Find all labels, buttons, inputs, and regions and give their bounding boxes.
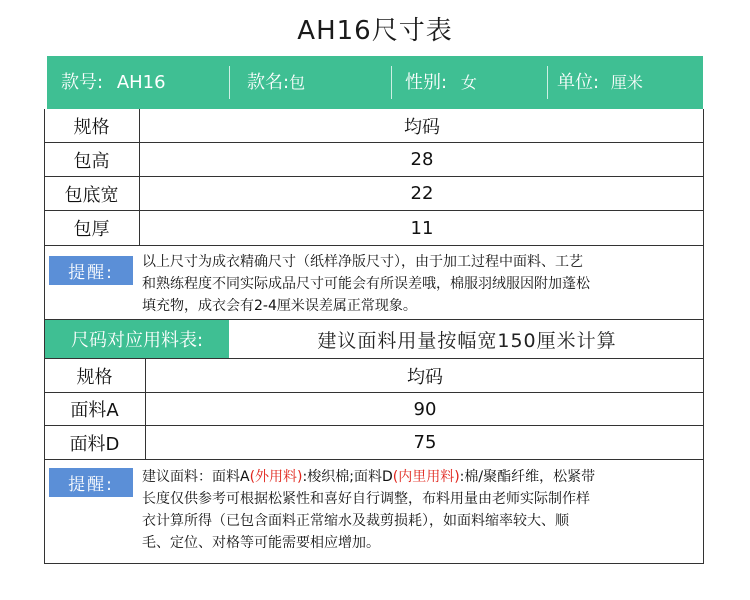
unit-field [557, 56, 643, 109]
tip-line: 毛、定位、对格等可能需要相应增加。 [142, 535, 380, 551]
size-row-label: 包高 [73, 150, 110, 172]
tip-line: 和熟练程度不同实际成品尺寸可能会有所误差哦，棉服羽绒服因附加蓬松 [142, 276, 590, 292]
frame-bottom [44, 563, 704, 564]
name-value: 包 [289, 73, 306, 92]
model-value: AH16 [116, 72, 166, 93]
size-row-label: 包底宽 [64, 184, 119, 206]
tip-segment: 建议面料：面料A [142, 469, 250, 485]
fabric-note: 建议面料用量按幅宽150厘米计算 [317, 329, 617, 352]
tip-segment: :梭织棉;面料D [302, 469, 393, 485]
tip-segment: :棉/聚酯纤维，松紧带 [459, 469, 596, 485]
size-row-value: 28 [410, 149, 434, 170]
fabric-section-label: 尺码对应用料表: [45, 320, 229, 358]
size-value-header: 均码 [404, 116, 440, 138]
row-divider [44, 459, 704, 460]
gender-value: 女 [460, 73, 477, 92]
tip-line: 以上尺寸为成衣精确尺寸（纸样净版尺寸），由于加工过程中面料、工艺 [142, 254, 583, 270]
row-divider [44, 245, 704, 246]
fabric-row-value: 75 [413, 432, 437, 453]
unit-label: 单位: [557, 72, 600, 93]
fabric-col-header: 规格 [76, 366, 113, 388]
unit-value: 厘米 [610, 73, 643, 92]
model-label: 款号: [61, 72, 104, 93]
page-title: AH16尺寸表 [297, 16, 453, 46]
size-table [44, 109, 704, 246]
size-row-value: 22 [410, 183, 434, 204]
fabric-row-label: 面料D [69, 433, 120, 455]
tip-text [142, 466, 702, 554]
header-divider [391, 66, 392, 99]
name-field [247, 56, 305, 109]
fabric-value-header: 均码 [407, 366, 443, 388]
fabric-row-value: 90 [413, 398, 437, 420]
tip-highlight: (内里用料) [392, 469, 460, 485]
tip-text [142, 251, 702, 317]
tip-label: 提醒: [49, 256, 133, 285]
size-row-value: 11 [410, 217, 434, 239]
model-field [61, 56, 166, 109]
fabric-table [44, 358, 704, 460]
tip-label: 提醒: [49, 468, 133, 497]
size-row-label: 包厚 [73, 219, 110, 240]
tip-line: 长度仅供参考可根据松紧性和喜好自行调整，布料用量由老师实际制作样 [142, 491, 590, 507]
header-bar [47, 56, 703, 109]
tip-line: 衣计算所得（已包含面料正常缩水及裁剪损耗），如面料缩率较大、顺 [142, 513, 569, 529]
header-divider [547, 66, 548, 99]
gender-label: 性别: [405, 72, 448, 93]
tip-line [142, 466, 702, 488]
tip-line: 填充物，成衣会有2-4厘米误差属正常现象。 [142, 298, 417, 314]
fabric-row-label: 面料A [70, 400, 119, 421]
header-divider [229, 66, 230, 99]
gender-field [405, 56, 477, 109]
size-col-header: 规格 [73, 116, 110, 138]
tip-highlight: (外用料) [249, 469, 303, 485]
name-label: 款名: [247, 72, 290, 93]
